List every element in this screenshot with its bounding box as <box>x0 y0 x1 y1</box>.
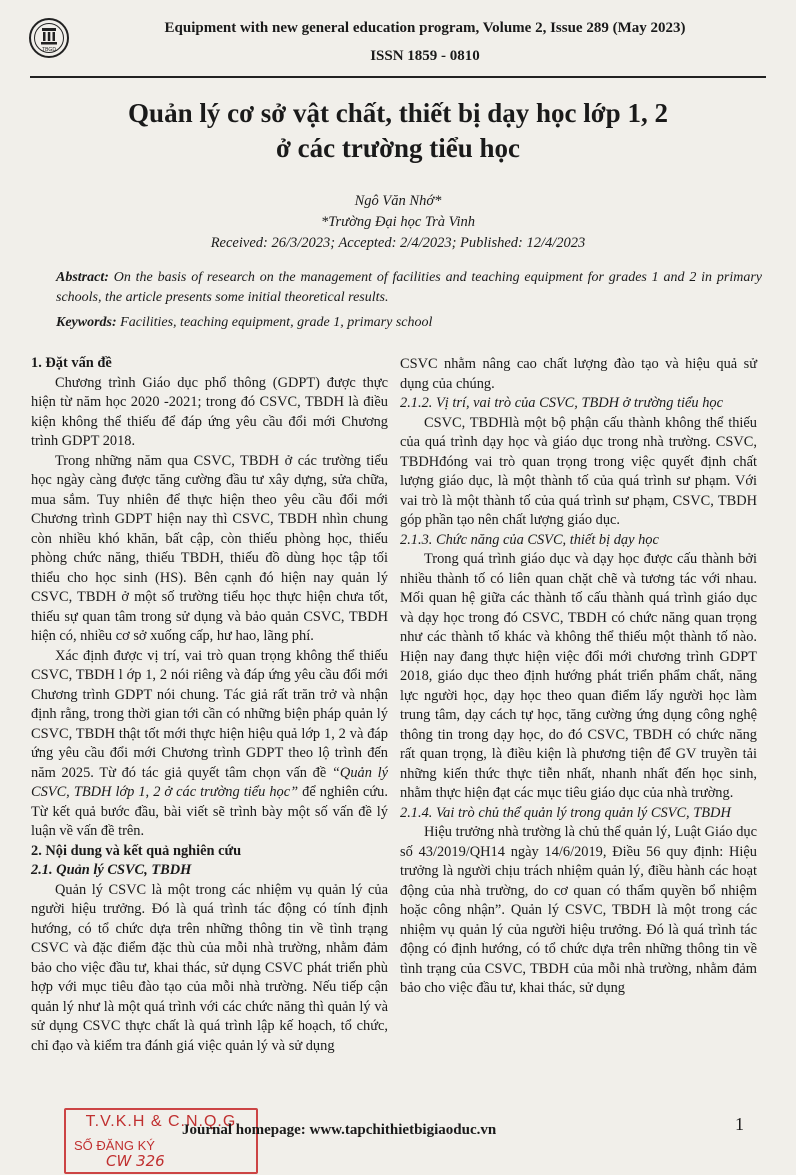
paragraph: Trong những năm qua CSVC, TBDH ở các trường tiểu học ngày càng được tăng cường đầu tư xây dựng, sửa chữa, mua sắm. Tuy nhiên để thực hiện theo yêu cầu đổi mới Chương trình GDPT hiện nay thì CSVC, TBDH nhìn chung còn nhiều khó khăn, bất cập, còn thiếu phòng học, thiếu phòng chức năng, thiếu TBDH, thiếu đồ dùng học tập tối thiểu cho học sinh (HS). Bên cạnh đó hiện nay quản lý CSVC, TBDH ở một số trường tiểu học thực hiện chưa tốt, thiếu sự quan tâm trong sử dụng và bảo quản CSVC, TBDH hiện có, nhiều cơ sở xuống cấp, hư hao, lãng phí. <box>31 452 388 644</box>
abstract-text: On the basis of research on the management of facilities and teaching equipment for grades 1 and 2 in primary schools, the article presents some initial theoretical results. <box>56 270 762 305</box>
right-column <box>400 355 757 999</box>
library-stamp <box>64 1108 258 1174</box>
paragraph: Quản lý CSVC là một trong các nhiệm vụ quản lý của người hiệu trưởng. Đó là quá trình tác động có tính định hướng, có tổ chức dựa trên những thông tin về tình trạng CSVC và đặc điểm đặc thù của mỗi nhà trường, nhằm đảm bảo cho việc đầu tư, khai thác, sử dụng CSVC phát triển phù hợp với mục tiêu đào tạo của mỗi nhà trường. Nếu tiếp cận quản lý như là một quá trình với các chức năng thì quản lý và sử dụng CSVC thực chất là quá trình lập kế hoạch, tổ chức, chỉ đạo và kiểm tra đánh giá việc quản lý và sử dụng <box>31 881 388 1054</box>
article-title-line2: ở các trường tiểu học <box>275 133 521 163</box>
paragraph: CSVC nhằm nâng cao chất lượng đào tạo và hiệu quả sử dụng của chúng. <box>400 356 757 392</box>
paragraph: Hiệu trưởng nhà trường là chủ thể quản lý, Luật Giáo dục số 43/2019/QH14 ngày 14/6/2019, Điều 56 quy định: Hiệu trưởng là người chịu trách nhiệm quản lý, điều hành các hoạt động của nhà trường, do cơ quan có thẩm quyền bổ nhiệm hoặc công nhận”. Quản lý CSVC, TBDH là một trong các nhiệm vụ quản lý của người hiệu trưởng. Đó là quá trình tác động có định hướng, có tổ chức dựa trên những thông tin về tình trạng của CSVC, TBDH của mỗi nhà trường, nhằm đảm bảo cho việc đầu tư, khai thác, sử dụng <box>400 824 757 996</box>
journal-homepage: Journal homepage: www.tapchithietbigiaoduc.vn <box>182 1122 497 1138</box>
affiliation: *Trường Đại học Trà Vinh <box>321 214 475 230</box>
issn: ISSN 1859 - 0810 <box>370 48 480 64</box>
author: Ngô Văn Nhớ* <box>354 193 442 209</box>
paragraph: Chương trình Giáo dục phổ thông (GDPT) được thực hiện từ năm học 2020 -2021; trong đó CSVC, TBDH là điều kiện không thể thiếu để đáp ứng yêu cầu đổi mới Chương trình GDPT 2018. <box>31 374 388 449</box>
publication-dates: Received: 26/3/2023; Accepted: 2/4/2023; Published: 12/4/2023 <box>210 235 586 251</box>
keywords-text: Facilities, teaching equipment, grade 1, primary school <box>120 315 433 330</box>
stamp-line: SỐ ĐĂNG KÝ <box>74 1138 155 1153</box>
journal-logo-icon <box>28 17 70 59</box>
abstract-label: Abstract: <box>56 270 109 285</box>
keywords <box>56 313 762 333</box>
stamp-handwritten-number: CW 326 <box>106 1152 165 1170</box>
topic-title: “Quản lý CSVC, TBDH lớp 1, 2 ở các trường tiểu học” <box>31 764 388 800</box>
section-heading: 1. Đặt vấn đề <box>31 355 112 371</box>
header-rule <box>30 76 766 78</box>
left-column <box>31 354 388 1056</box>
article-title-line1: Quản lý cơ sở vật chất, thiết bị dạy học lớp 1, 2 <box>128 98 668 128</box>
paragraph: Xác định được vị trí, vai trò quan trọng không thể thiếu CSVC, TBDH l ớp 1, 2 nói riêng và đáp ứng yêu cầu đổi mới Chương trình GDPT nói chung. Tác giả rất trăn trở và nhận định rằng, trong thời gian tới cần có những biện pháp quản lý CSVC, TBDH thật tốt mới thực hiện hiệu quả lớp 1, 2 và đáp ứng yêu cầu đổi mới Chương trình GDPT theo lộ trình đến năm 2025. Từ đó tác giả quyết tâm chọn vấn đề “Quản lý CSVC, TBDH lớp 1, 2 ở các trường tiểu học” để nghiên cứu. Từ kết quả bước đầu, bài viết sẽ trình bày một số vấn đề lý luận về vấn đề trên. <box>31 647 388 839</box>
subsection-heading: 2.1. Quản lý CSVC, TBDH <box>31 862 192 878</box>
journal-header: Equipment with new general education program, Volume 2, Issue 289 (May 2023) <box>164 20 686 36</box>
subsection-heading: 2.1.2. Vị trí, vai trò của CSVC, TBDH ở trường tiểu học <box>400 395 724 411</box>
logo-text: TBGD <box>42 47 56 53</box>
keywords-label: Keywords: <box>56 315 117 330</box>
section-heading: 2. Nội dung và kết quả nghiên cứu <box>31 842 242 859</box>
page-number: 1 <box>735 1114 744 1134</box>
paragraph: CSVC, TBDHlà một bộ phận cấu thành không thể thiếu của quá trình dạy học và giáo dục trong nhà trường. CSVC, TBDHđóng vai trò quan trọng trong việc quyết định chất lượng giáo dục, là một thành tố của quá trình sư phạm. Với vai trò là một thành tố của quá trình sư phạm, CSVC, TBDH góp phần tạo nên chất lượng giáo dục. <box>400 414 757 528</box>
subsection-heading: 2.1.3. Chức năng của CSVC, thiết bị dạy học <box>400 531 659 548</box>
stamp-line: T.V.K.H & C.N.Q.G <box>85 1113 237 1130</box>
paragraph: Trong quá trình giáo dục và dạy học được cấu thành bởi nhiều thành tố có liên quan chặt chẽ và tương tác với nhau. Mối quan hệ giữa các thành tố cấu thành quá trình giáo dục và dạy học trong đó CSVC, TBDH có chức năng quan trọng như các thành tố khác và không thể thiếu một thành tố nào. Hiện nay đang thực hiện việc đổi mới chương trình GDPT 2018, giáo dục theo định hướng phát triển phẩm chất, năng lực người học, dạy học theo quan điểm lấy người học làm trung tâm, dạy cách tự học, tăng cường ứng dụng công nghệ thông tin trong dạy học, do đó CSVC, TBDH có chức năng rất quan trọng, là điều kiện là phương tiện để GV truyền tải những kiến thức thực tiễn nhất, nhanh nhất đến học sinh, nhằm thực hiện đạt các mục tiêu giáo dục của nhà trường. <box>400 551 757 801</box>
abstract <box>56 268 762 308</box>
subsection-heading: 2.1.4. Vai trò chủ thể quản lý trong quản lý CSVC, TBDH <box>400 804 731 821</box>
